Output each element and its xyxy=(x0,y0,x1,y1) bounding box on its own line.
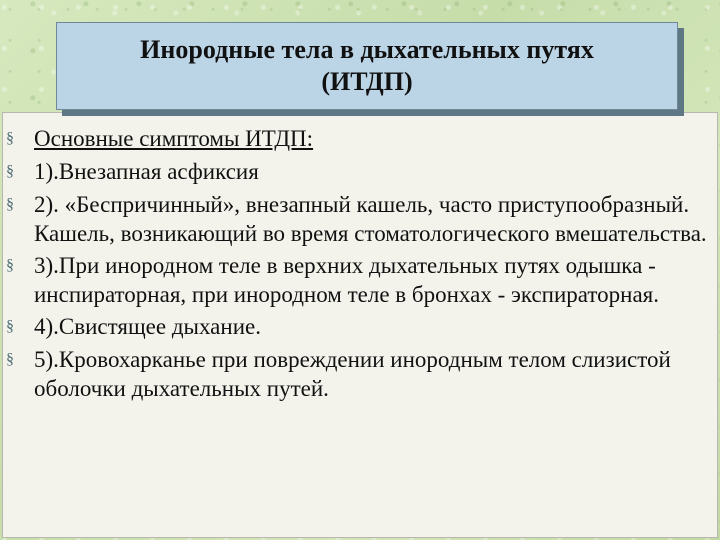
list-item-text: 2). «Беспричинный», внезапный кашель, часто приступообразный. Кашель, возникающий во время стоматологического вмешательства. xyxy=(34,192,707,246)
bullet-icon: § xyxy=(6,351,14,368)
list-item xyxy=(0,157,716,187)
bullet-icon: § xyxy=(6,130,14,147)
list-item-text: 5).Кровохарканье при повреждении инородным телом слизистой оболочки дыхательных путей. xyxy=(34,347,671,401)
bullet-icon: § xyxy=(6,196,14,213)
slide-title-box xyxy=(56,22,678,110)
bullet-icon: § xyxy=(6,257,14,274)
list-item xyxy=(0,251,716,309)
list-item xyxy=(0,190,716,248)
list-item-text: 3).При инородном теле в верхних дыхательных путях одышка - инспираторная, при инородном теле в бронхах - экспираторная. xyxy=(34,253,659,307)
list-item-heading xyxy=(0,124,716,154)
list-item-text: 4).Свистящее дыхание. xyxy=(34,314,261,339)
list-heading-text: Основные симптомы ИТДП: xyxy=(34,126,314,151)
list-item xyxy=(0,345,716,403)
symptom-list xyxy=(0,124,716,406)
bullet-icon: § xyxy=(6,163,14,180)
list-item-text: 1).Внезапная асфиксия xyxy=(34,159,259,184)
slide-title-line-2: (ИТДП) xyxy=(321,67,413,96)
bullet-icon: § xyxy=(6,318,14,335)
slide-title-line-1: Инородные тела в дыхательных путях xyxy=(140,35,594,64)
list-item xyxy=(0,312,716,342)
